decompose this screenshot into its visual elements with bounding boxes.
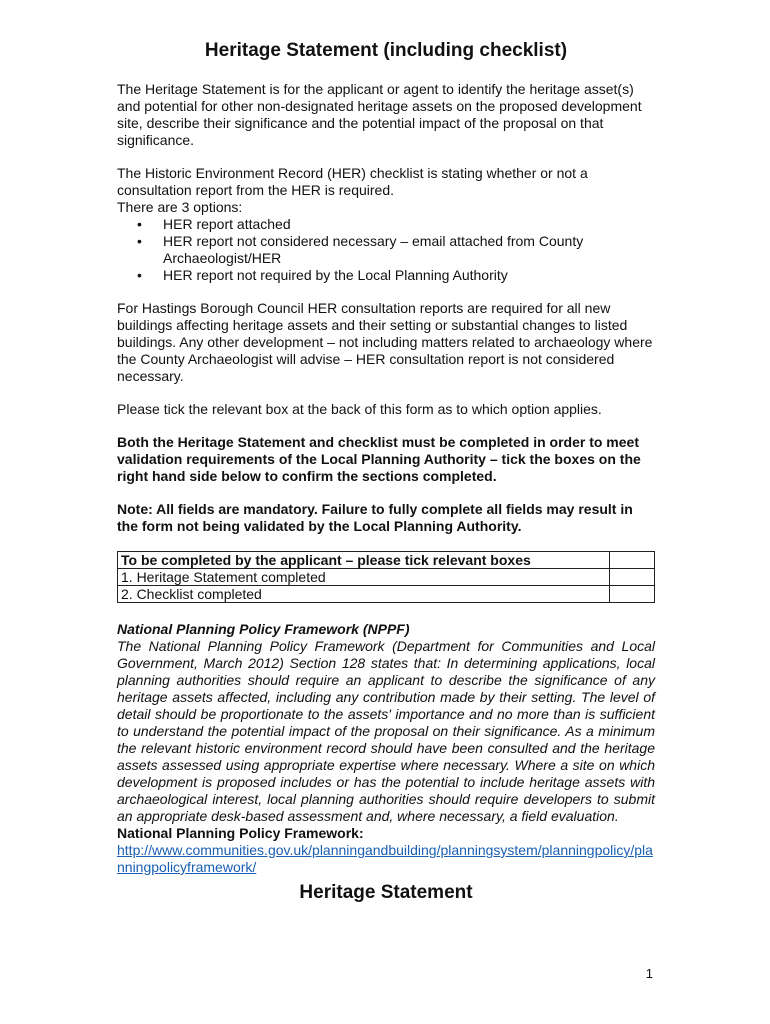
nppf-body: The National Planning Policy Framework (Department for Communities and Local Government, March 2012) Section 128 states that: In determining applications, local planning authorities should require an applicant to describe the significance of any heritage assets affected, including any contribution made by their setting. The level of detail should be proportionate to the assets' importance and no more than is sufficient to understand the potential impact of the proposal on their significance. As a minimum the relevant historic environment record should have been consulted and the heritage assets assessed using appropriate expertise where necessary. Where a site on which development is proposed includes or has the potential to include heritage assets with archaeological interest, local planning authorities should require developers to submit an appropriate desk-based assessment and, where necessary, a field evaluation.	[117, 638, 655, 824]
list-item: • HER report not considered necessary – email attached from County Archaeologist/HER	[163, 233, 655, 267]
table-row	[118, 586, 655, 603]
nppf-link[interactable]: http://www.communities.gov.uk/planningandbuilding/planningsystem/planningpolicy/planningpolicyframework/	[117, 842, 653, 875]
tick-box[interactable]	[610, 569, 655, 586]
intro-paragraph: The Heritage Statement is for the applicant or agent to identify the heritage asset(s) and potential for other non-designated heritage assets on the proposed development site, describe their significance and the potential impact of the proposal on that significance.	[117, 81, 642, 148]
table-row	[118, 552, 655, 569]
table-cell: 1. Heritage Statement completed	[118, 569, 610, 586]
nppf-heading: National Planning Policy Framework (NPPF)	[117, 621, 410, 637]
table-header-cell: To be completed by the applicant – please tick relevant boxes	[118, 552, 610, 569]
her-intro-paragraph: The Historic Environment Record (HER) checklist is stating whether or not a consultation report from the HER is required.	[117, 165, 588, 198]
document-page	[117, 40, 655, 904]
options-intro: There are 3 options:	[117, 199, 243, 215]
nppf-label: National Planning Policy Framework:	[117, 825, 364, 841]
tick-note: Please tick the relevant box at the back of this form as to which option applies.	[117, 401, 602, 417]
list-item: • HER report not required by the Local Planning Authority	[163, 267, 655, 284]
nppf-section	[117, 621, 655, 825]
table-cell: 2. Checklist completed	[118, 586, 610, 603]
hastings-paragraph: For Hastings Borough Council HER consultation reports are required for all new buildings affecting heritage assets and their setting or substantial changes to listed buildings. Any other development – not including matters related to archaeology where the County Archaeologist will advise – HER consultation report is not considered necessary.	[117, 300, 653, 384]
tick-box[interactable]	[610, 586, 655, 603]
checklist-table	[117, 551, 655, 603]
page-number: 1	[645, 966, 653, 981]
options-list	[117, 216, 655, 284]
page-title: Heritage Statement (including checklist)	[204, 40, 568, 61]
table-row	[118, 569, 655, 586]
list-item: • HER report attached	[163, 216, 655, 233]
mandatory-note: Note: All fields are mandatory. Failure to fully complete all fields may result in the form not being validated by the Local Planning Authority.	[117, 501, 633, 534]
validation-note: Both the Heritage Statement and checklist must be completed in order to meet validation requirements of the Local Planning Authority – tick the boxes on the right hand side below to confirm the sections completed.	[117, 434, 641, 484]
tick-box[interactable]	[610, 552, 655, 569]
section-title: Heritage Statement	[299, 882, 473, 903]
